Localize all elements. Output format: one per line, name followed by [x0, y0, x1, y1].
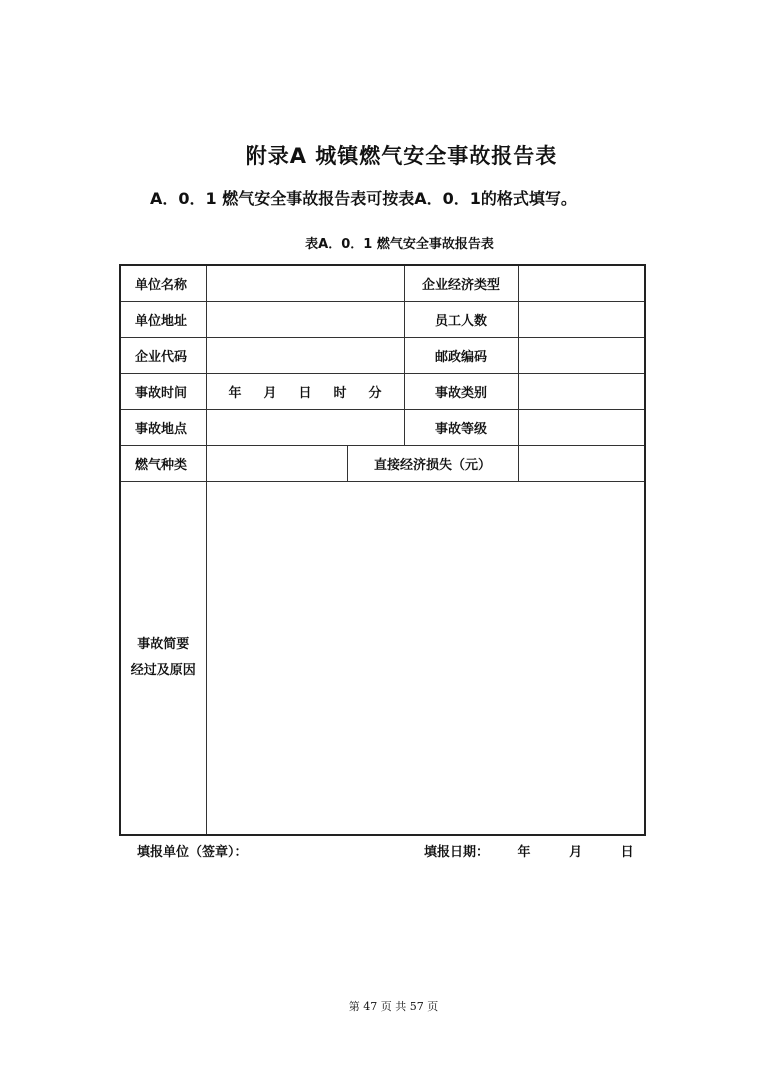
enterprise-code-field[interactable] — [206, 338, 404, 374]
unit-address-label: 单位地址 — [120, 302, 206, 338]
gas-type-field[interactable] — [206, 446, 347, 482]
table-row — [120, 446, 645, 482]
time-month-label: 月 — [263, 386, 277, 401]
enterprise-code-label: 企业代码 — [120, 338, 206, 374]
date-day-label: 日 — [620, 845, 634, 860]
accident-time-field[interactable] — [206, 374, 404, 410]
accident-category-field[interactable] — [518, 374, 645, 410]
description-label-line1: 事故简要 — [137, 637, 190, 652]
reporting-unit-label: 填报单位（签章）： — [137, 845, 248, 860]
report-date-label: 填报日期： — [424, 845, 490, 860]
postal-code-label: 邮政编码 — [404, 338, 518, 374]
description-label — [120, 482, 206, 836]
appendix-title: 附录A 城镇燃气安全事故报告表 — [245, 144, 558, 168]
time-day-label: 日 — [298, 386, 312, 401]
employee-count-field[interactable] — [518, 302, 645, 338]
accident-grade-field[interactable] — [518, 410, 645, 446]
date-month-label: 月 — [569, 845, 583, 860]
employee-count-label: 员工人数 — [404, 302, 518, 338]
accident-grade-label: 事故等级 — [404, 410, 518, 446]
unit-address-field[interactable] — [206, 302, 404, 338]
time-year-label: 年 — [228, 386, 242, 401]
postal-code-field[interactable] — [518, 338, 645, 374]
table-row — [120, 302, 645, 338]
accident-location-label: 事故地点 — [120, 410, 206, 446]
table-row — [120, 374, 645, 410]
gas-type-label: 燃气种类 — [120, 446, 206, 482]
table-caption: 表A．0．1 燃气安全事故报告表 — [305, 237, 494, 252]
page-number: 第 47 页 共 57 页 — [348, 1000, 439, 1013]
direct-loss-field[interactable] — [518, 446, 645, 482]
table-row — [120, 338, 645, 374]
accident-time-label: 事故时间 — [120, 374, 206, 410]
time-hour-label: 时 — [333, 386, 347, 401]
unit-name-field[interactable] — [206, 265, 404, 302]
date-year-label: 年 — [517, 845, 531, 860]
unit-name-label: 单位名称 — [120, 265, 206, 302]
direct-loss-label: 直接经济损失（元） — [347, 446, 518, 482]
time-minute-label: 分 — [368, 386, 382, 401]
table-row — [120, 265, 645, 302]
accident-report-table — [119, 264, 646, 836]
economic-type-field[interactable] — [518, 265, 645, 302]
report-date — [424, 841, 634, 860]
table-row — [120, 482, 645, 836]
economic-type-label: 企业经济类型 — [404, 265, 518, 302]
accident-category-label: 事故类别 — [404, 374, 518, 410]
description-label-line2: 经过及原因 — [130, 663, 196, 678]
description-field[interactable] — [206, 482, 645, 836]
table-row — [120, 410, 645, 446]
accident-location-field[interactable] — [206, 410, 404, 446]
intro-text: A．0．1 燃气安全事故报告表可按表A．0．1的格式填写。 — [150, 189, 577, 208]
